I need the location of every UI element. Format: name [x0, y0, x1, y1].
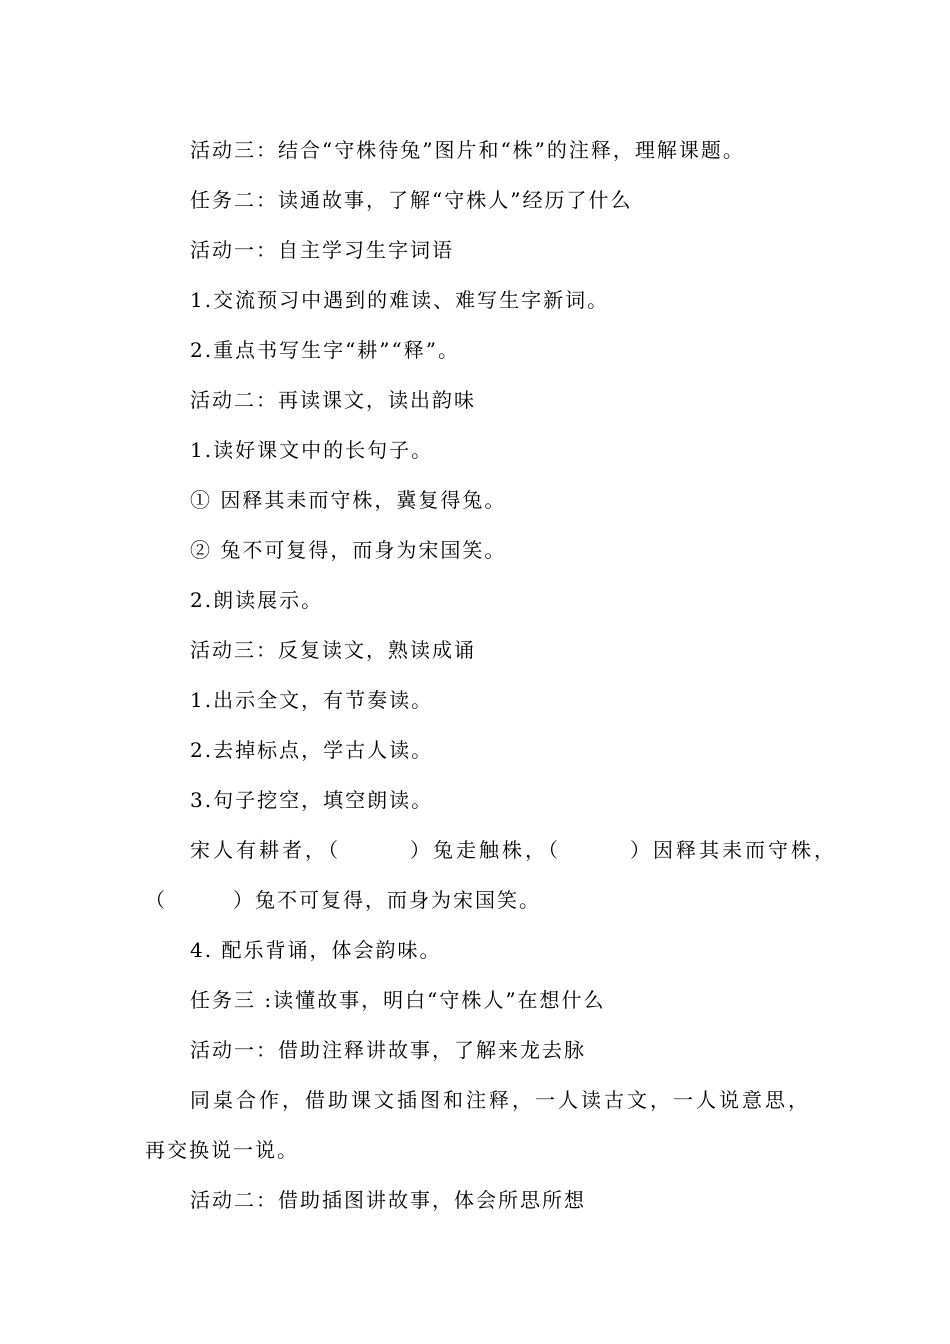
task-heading: 任务三 :读懂故事，明白“守株人”在想什么 — [190, 988, 606, 1012]
activity-heading: 活动二：再读课文，读出韵味 — [190, 388, 476, 412]
activity-heading: 活动三：反复读文，熟读成诵 — [190, 638, 476, 662]
list-item: 1.读好课文中的长句子。 — [190, 438, 434, 462]
fill-in-blank-line: （ ）兔不可复得，而身为宋国笑。 — [145, 888, 541, 912]
list-item: 2.重点书写生字“耕”“释”。 — [190, 338, 460, 362]
paragraph-text: 同桌合作，借助课文插图和注释，一人读古文，一人说意思， — [190, 1088, 811, 1112]
task-heading: 任务二：读通故事，了解“守株人”经历了什么 — [190, 188, 633, 212]
list-item: 3.句子挖空，填空朗读。 — [190, 788, 434, 812]
activity-heading: 活动一：借助注释讲故事，了解来龙去脉 — [190, 1038, 586, 1062]
list-item: 2.朗读展示。 — [190, 588, 324, 612]
list-item: 4. 配乐背诵，体会韵味。 — [190, 938, 442, 962]
activity-heading: 活动三：结合“守株待兔”图片和“株”的注释，理解课题。 — [190, 138, 745, 162]
example-sentence: ② 兔不可复得，而身为宋国笑。 — [190, 538, 507, 562]
paragraph-text: 再交换说一说。 — [145, 1138, 299, 1162]
activity-heading: 活动一：自主学习生字词语 — [190, 238, 454, 262]
activity-heading: 活动二：借助插图讲故事，体会所思所想 — [190, 1188, 586, 1212]
fill-in-blank-line: 宋人有耕者，（ ）兔走触株，（ ）因释其耒而守株， — [190, 838, 837, 862]
list-item: 2.去掉标点，学古人读。 — [190, 738, 434, 762]
example-sentence: ① 因释其耒而守株，冀复得兔。 — [190, 488, 507, 512]
list-item: 1.出示全文，有节奏读。 — [190, 688, 434, 712]
list-item: 1.交流预习中遇到的难读、难写生字新词。 — [190, 288, 610, 312]
